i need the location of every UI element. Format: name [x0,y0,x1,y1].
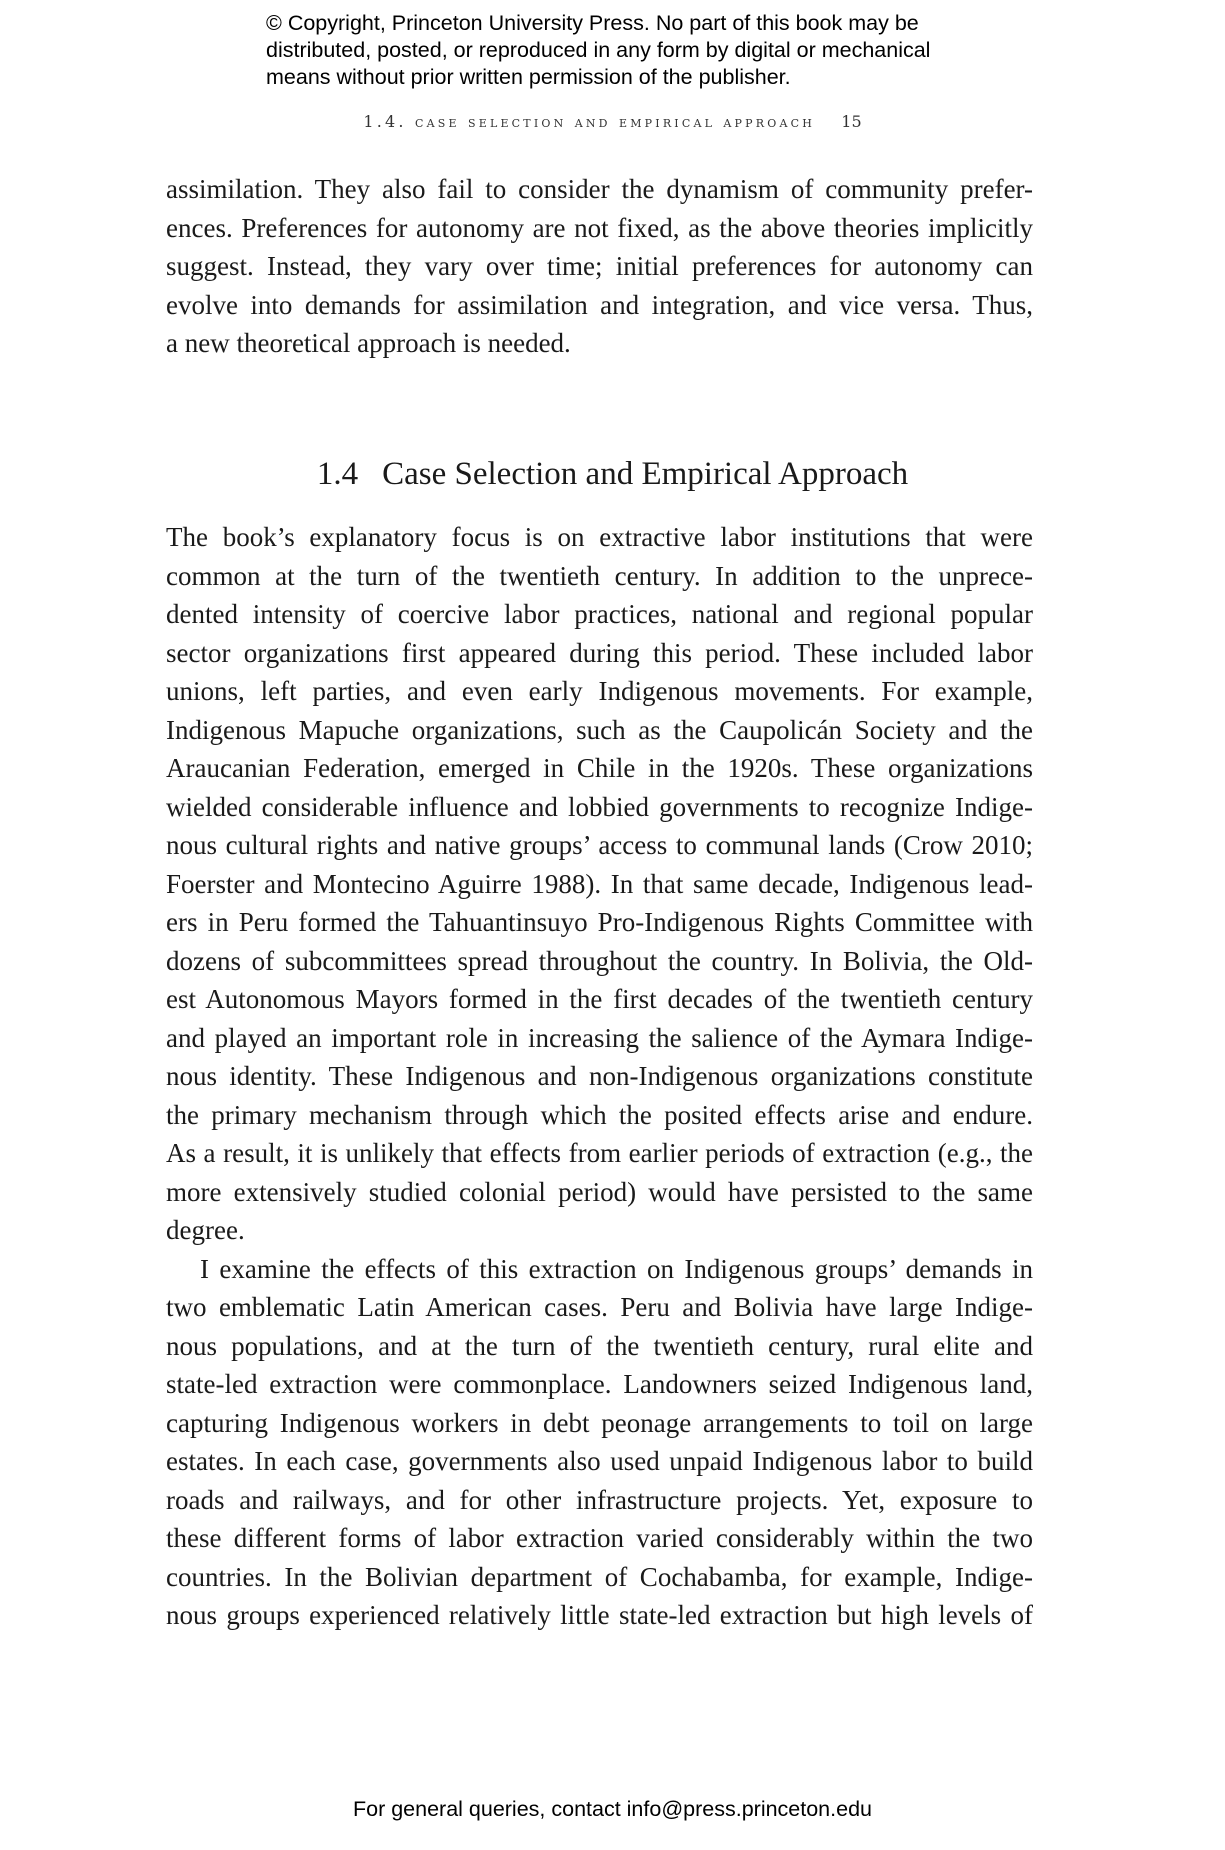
text-line: Foerster and Montecino Aguirre 1988). In that same decade, Indigenous lead- [166,868,1033,899]
opening-paragraph [166,170,1033,363]
text-line: sector organizations first appeared during this period. These included labor [166,637,1033,668]
text-line: more extensively studied colonial period) would have persisted to the same [166,1176,1033,1207]
section-body [166,518,1033,1635]
section-title: Case Selection and Empirical Approach [382,456,909,492]
text-line: evolve into demands for assimilation and integration, and vice versa. Thus, [166,289,1033,320]
text-line: estates. In each case, governments also used unpaid Indigenous labor to build [166,1446,1033,1476]
text-line: Indigenous Mapuche organizations, such as the Caupolicán Society and the [166,714,1033,745]
text-line: nous cultural rights and native groups’ access to communal lands (Crow 2010; [166,830,1033,860]
text-line: these different forms of labor extraction varied considerably within the two [166,1523,1033,1553]
text-line: est Autonomous Mayors formed in the first decades of the twentieth century [166,984,1033,1014]
text-line: common at the turn of the twentieth century. In addition to the unprece- [166,560,1033,591]
text-line: The book’s explanatory focus is on extractive labor institutions that were [166,522,1033,552]
running-head-section-number: 1.4. [363,112,407,131]
copyright-line: means without prior written permission of the publisher. [266,65,791,89]
section-heading [0,456,1225,493]
copyright-line: © Copyright, Princeton University Press. No part of this book may be [266,11,919,35]
text-line: unions, left parties, and even early Indigenous movements. For example, [166,676,1033,706]
text-line: wielded considerable influence and lobbied governments to recognize Indige- [166,791,1033,822]
running-head-title: case selection and empirical approach [414,112,815,131]
text-line: As a result, it is unlikely that effects from earlier periods of extraction (e.g., the [166,1138,1033,1168]
paragraph [166,170,1033,363]
running-head [0,112,1225,131]
text-line: nous groups experienced relatively little state-led extraction but high levels of [166,1600,1033,1630]
copyright-line: distributed, posted, or reproduced in any form by digital or mechanical [266,38,931,62]
text-line: degree. [166,1215,245,1245]
text-line: a new theoretical approach is needed. [166,328,571,358]
text-line: ers in Peru formed the Tahuantinsuyo Pro-Indigenous Rights Committee with [166,907,1033,937]
text-line: and played an important role in increasing the salience of the Aymara Indige- [166,1022,1033,1053]
section-number: 1.4 [316,456,359,492]
text-line: capturing Indigenous workers in debt peonage arrangements to toil on large [166,1407,1033,1438]
text-line: state-led extraction were commonplace. Landowners seized Indigenous land, [166,1369,1033,1399]
text-line: countries. In the Bolivian department of Cochabamba, for example, Indige- [166,1561,1033,1592]
text-line: nous populations, and at the turn of the twentieth century, rural elite and [166,1330,1033,1361]
paragraph [166,1250,1033,1635]
text-line: the primary mechanism through which the posited effects arise and endure. [166,1099,1033,1130]
text-line: suggest. Instead, they vary over time; initial preferences for autonomy can [166,251,1033,281]
text-line: I examine the effects of this extraction on Indigenous groups’ demands in [200,1253,1033,1284]
paragraph [166,518,1033,1250]
text-line: Araucanian Federation, emerged in Chile in the 1920s. These organizations [166,753,1033,783]
text-line: ences. Preferences for autonomy are not fixed, as the above theories implicitly [166,212,1033,243]
copyright-notice [266,10,986,91]
text-line: two emblematic Latin American cases. Peru and Bolivia have large Indige- [166,1292,1033,1322]
footer-contact: For general queries, contact info@press.princeton.edu [352,1797,872,1821]
text-line: nous identity. These Indigenous and non-Indigenous organizations constitute [166,1061,1033,1091]
text-line: assimilation. They also fail to consider the dynamism of community prefer- [166,174,1033,204]
page-number: 15 [841,112,862,131]
text-line: dented intensity of coercive labor practices, national and regional popular [166,599,1033,629]
text-line: dozens of subcommittees spread throughout the country. In Bolivia, the Old- [166,945,1033,976]
text-line: roads and railways, and for other infrastructure projects. Yet, exposure to [166,1484,1033,1515]
